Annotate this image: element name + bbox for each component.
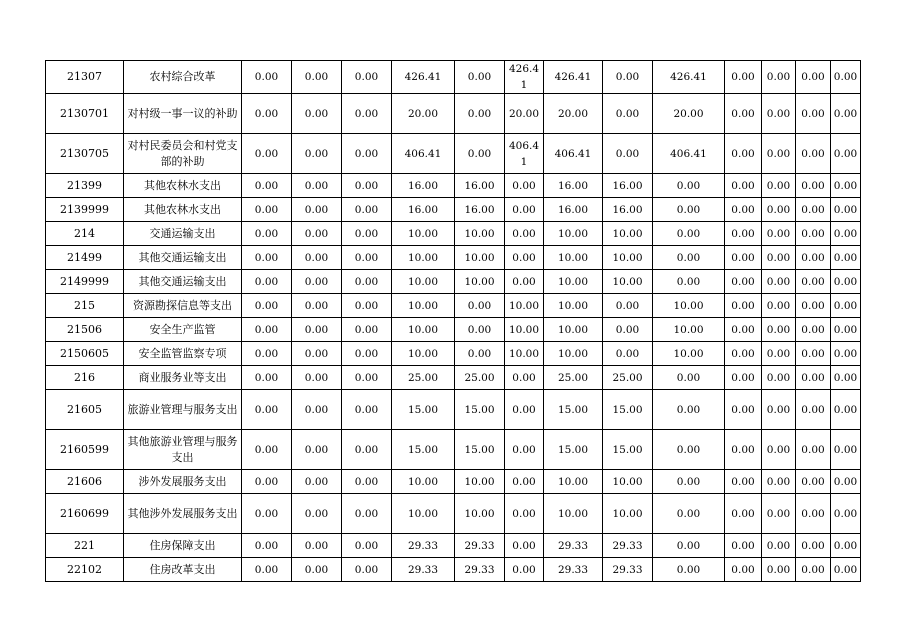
row-value-cell: 0.00 — [762, 61, 796, 94]
row-value-cell: 0.00 — [831, 246, 861, 270]
table-row — [46, 174, 861, 198]
row-value-cell: 0.00 — [242, 294, 292, 318]
row-value-cell: 0.00 — [455, 61, 505, 94]
row-value-cell: 15.00 — [455, 390, 505, 430]
table-row — [46, 246, 861, 270]
row-code-cell: 2130701 — [46, 94, 124, 134]
row-value-cell: 10.00 — [505, 294, 544, 318]
row-value-cell: 0.00 — [725, 342, 762, 366]
row-value-cell: 0.00 — [796, 94, 831, 134]
row-value-cell: 0.00 — [762, 134, 796, 174]
row-value-cell: 10.00 — [544, 342, 603, 366]
row-value-cell: 0.00 — [342, 294, 392, 318]
row-value-cell: 0.00 — [653, 270, 725, 294]
row-value-cell: 0.00 — [292, 390, 342, 430]
row-value-cell: 0.00 — [603, 61, 653, 94]
row-name-cell: 住房改革支出 — [124, 558, 242, 582]
row-value-cell: 0.00 — [292, 134, 342, 174]
row-value-cell: 0.00 — [796, 470, 831, 494]
row-value-cell: 15.00 — [544, 430, 603, 470]
row-value-cell: 10.00 — [392, 270, 455, 294]
row-code-cell: 221 — [46, 534, 124, 558]
row-value-cell: 0.00 — [242, 61, 292, 94]
row-value-cell: 0.00 — [653, 174, 725, 198]
row-name-cell: 其他旅游业管理与服务支出 — [124, 430, 242, 470]
row-value-cell: 0.00 — [505, 246, 544, 270]
row-value-cell: 0.00 — [242, 366, 292, 390]
row-code-cell: 2150605 — [46, 342, 124, 366]
row-value-cell: 0.00 — [796, 558, 831, 582]
row-value-cell: 0.00 — [831, 558, 861, 582]
row-value-cell: 0.00 — [796, 534, 831, 558]
row-value-cell: 0.00 — [762, 198, 796, 222]
table-row — [46, 390, 861, 430]
table-row — [46, 366, 861, 390]
row-value-cell: 0.00 — [292, 94, 342, 134]
row-value-cell: 0.00 — [796, 61, 831, 94]
row-value-cell: 0.00 — [505, 390, 544, 430]
table-row — [46, 494, 861, 534]
table-row — [46, 558, 861, 582]
row-value-cell: 0.00 — [505, 430, 544, 470]
row-value-cell: 0.00 — [725, 174, 762, 198]
row-value-cell: 29.33 — [455, 558, 505, 582]
row-name-cell: 交通运输支出 — [124, 222, 242, 246]
row-value-cell: 20.00 — [392, 94, 455, 134]
row-name-cell: 旅游业管理与服务支出 — [124, 390, 242, 430]
row-value-cell: 25.00 — [455, 366, 505, 390]
row-value-cell: 29.33 — [455, 534, 505, 558]
row-value-cell: 0.00 — [342, 134, 392, 174]
row-value-cell: 0.00 — [292, 222, 342, 246]
row-value-cell: 0.00 — [725, 318, 762, 342]
row-value-cell: 0.00 — [796, 342, 831, 366]
table-row — [46, 198, 861, 222]
table-row — [46, 430, 861, 470]
row-value-cell: 10.00 — [392, 494, 455, 534]
row-value-cell: 0.00 — [505, 534, 544, 558]
row-value-cell: 0.00 — [831, 494, 861, 534]
table-row — [46, 318, 861, 342]
row-value-cell: 16.00 — [455, 174, 505, 198]
row-value-cell: 0.00 — [292, 342, 342, 366]
row-name-cell: 其他农林水支出 — [124, 174, 242, 198]
row-value-cell: 0.00 — [242, 246, 292, 270]
row-code-cell: 214 — [46, 222, 124, 246]
row-code-cell: 21499 — [46, 246, 124, 270]
row-value-cell: 0.00 — [292, 494, 342, 534]
row-value-cell: 10.00 — [455, 222, 505, 246]
row-value-cell: 16.00 — [603, 174, 653, 198]
row-value-cell: 10.00 — [392, 222, 455, 246]
row-value-cell: 0.00 — [725, 294, 762, 318]
row-value-cell: 0.00 — [242, 270, 292, 294]
row-value-cell: 10.00 — [544, 246, 603, 270]
row-value-cell: 0.00 — [242, 134, 292, 174]
row-value-cell: 0.00 — [725, 222, 762, 246]
row-value-cell: 0.00 — [831, 174, 861, 198]
row-value-cell: 10.00 — [392, 470, 455, 494]
row-value-cell: 0.00 — [725, 61, 762, 94]
row-value-cell: 16.00 — [544, 174, 603, 198]
row-value-cell: 10.00 — [653, 294, 725, 318]
row-value-cell: 0.00 — [762, 390, 796, 430]
row-value-cell: 426.41 — [505, 61, 544, 94]
row-value-cell: 15.00 — [603, 390, 653, 430]
row-value-cell: 0.00 — [603, 294, 653, 318]
row-value-cell: 10.00 — [455, 470, 505, 494]
row-value-cell: 0.00 — [292, 318, 342, 342]
row-name-cell: 涉外发展服务支出 — [124, 470, 242, 494]
row-value-cell: 426.41 — [544, 61, 603, 94]
row-value-cell: 16.00 — [544, 198, 603, 222]
row-value-cell: 0.00 — [292, 174, 342, 198]
row-value-cell: 0.00 — [292, 270, 342, 294]
row-value-cell: 0.00 — [342, 61, 392, 94]
row-value-cell: 0.00 — [292, 61, 342, 94]
row-value-cell: 20.00 — [505, 94, 544, 134]
row-value-cell: 10.00 — [653, 342, 725, 366]
row-value-cell: 0.00 — [505, 494, 544, 534]
table-row — [46, 222, 861, 246]
table-row — [46, 94, 861, 134]
row-value-cell: 15.00 — [392, 390, 455, 430]
row-value-cell: 0.00 — [796, 222, 831, 246]
row-value-cell: 10.00 — [544, 318, 603, 342]
table-row — [46, 534, 861, 558]
table-row — [46, 134, 861, 174]
row-value-cell: 0.00 — [762, 94, 796, 134]
row-value-cell: 0.00 — [796, 430, 831, 470]
row-value-cell: 10.00 — [544, 494, 603, 534]
row-value-cell: 0.00 — [505, 174, 544, 198]
row-value-cell: 0.00 — [242, 430, 292, 470]
row-value-cell: 0.00 — [796, 198, 831, 222]
row-value-cell: 29.33 — [392, 558, 455, 582]
row-value-cell: 406.41 — [505, 134, 544, 174]
row-value-cell: 25.00 — [603, 366, 653, 390]
row-value-cell: 0.00 — [342, 494, 392, 534]
row-value-cell: 10.00 — [544, 222, 603, 246]
row-code-cell: 2149999 — [46, 270, 124, 294]
row-value-cell: 0.00 — [762, 558, 796, 582]
row-value-cell: 0.00 — [831, 198, 861, 222]
row-value-cell: 29.33 — [603, 534, 653, 558]
row-value-cell: 406.41 — [653, 134, 725, 174]
row-code-cell: 21399 — [46, 174, 124, 198]
row-value-cell: 0.00 — [725, 366, 762, 390]
row-value-cell: 0.00 — [242, 494, 292, 534]
row-value-cell: 0.00 — [292, 198, 342, 222]
row-code-cell: 215 — [46, 294, 124, 318]
row-value-cell: 0.00 — [505, 198, 544, 222]
row-value-cell: 0.00 — [342, 270, 392, 294]
row-value-cell: 10.00 — [603, 222, 653, 246]
row-value-cell: 0.00 — [242, 198, 292, 222]
row-value-cell: 0.00 — [342, 318, 392, 342]
row-value-cell: 15.00 — [392, 430, 455, 470]
row-value-cell: 0.00 — [242, 174, 292, 198]
row-value-cell: 10.00 — [603, 270, 653, 294]
row-value-cell: 10.00 — [544, 270, 603, 294]
row-value-cell: 0.00 — [653, 222, 725, 246]
row-name-cell: 其他交通运输支出 — [124, 246, 242, 270]
row-value-cell: 0.00 — [796, 494, 831, 534]
row-name-cell: 其他涉外发展服务支出 — [124, 494, 242, 534]
row-code-cell: 2139999 — [46, 198, 124, 222]
row-value-cell: 0.00 — [796, 318, 831, 342]
row-value-cell: 0.00 — [796, 134, 831, 174]
row-code-cell: 21307 — [46, 61, 124, 94]
row-value-cell: 0.00 — [653, 558, 725, 582]
row-value-cell: 0.00 — [653, 246, 725, 270]
row-value-cell: 0.00 — [762, 470, 796, 494]
row-name-cell: 对村民委员会和村党支部的补助 — [124, 134, 242, 174]
row-code-cell: 2160699 — [46, 494, 124, 534]
row-value-cell: 0.00 — [242, 318, 292, 342]
row-value-cell: 29.33 — [392, 534, 455, 558]
row-value-cell: 0.00 — [653, 494, 725, 534]
row-value-cell: 406.41 — [544, 134, 603, 174]
row-name-cell: 住房保障支出 — [124, 534, 242, 558]
row-value-cell: 0.00 — [342, 390, 392, 430]
row-value-cell: 0.00 — [653, 470, 725, 494]
row-value-cell: 0.00 — [603, 134, 653, 174]
row-value-cell: 0.00 — [242, 534, 292, 558]
row-value-cell: 10.00 — [455, 494, 505, 534]
row-value-cell: 16.00 — [603, 198, 653, 222]
row-value-cell: 25.00 — [392, 366, 455, 390]
row-value-cell: 0.00 — [342, 430, 392, 470]
row-value-cell: 10.00 — [603, 494, 653, 534]
row-value-cell: 0.00 — [725, 494, 762, 534]
row-value-cell: 0.00 — [831, 94, 861, 134]
row-value-cell: 0.00 — [831, 134, 861, 174]
row-value-cell: 15.00 — [455, 430, 505, 470]
row-value-cell: 0.00 — [831, 534, 861, 558]
row-value-cell: 0.00 — [292, 430, 342, 470]
row-code-cell: 21606 — [46, 470, 124, 494]
row-name-cell: 其他农林水支出 — [124, 198, 242, 222]
row-value-cell: 0.00 — [242, 222, 292, 246]
row-value-cell: 15.00 — [544, 390, 603, 430]
row-value-cell: 10.00 — [455, 270, 505, 294]
row-value-cell: 0.00 — [725, 470, 762, 494]
row-value-cell: 10.00 — [603, 470, 653, 494]
row-value-cell: 0.00 — [831, 270, 861, 294]
row-value-cell: 426.41 — [653, 61, 725, 94]
row-value-cell: 20.00 — [544, 94, 603, 134]
row-value-cell: 0.00 — [725, 390, 762, 430]
row-value-cell: 0.00 — [725, 246, 762, 270]
row-value-cell: 0.00 — [342, 222, 392, 246]
row-value-cell: 0.00 — [505, 366, 544, 390]
row-value-cell: 426.41 — [392, 61, 455, 94]
row-value-cell: 0.00 — [762, 366, 796, 390]
row-value-cell: 0.00 — [342, 198, 392, 222]
row-value-cell: 10.00 — [455, 246, 505, 270]
row-code-cell: 216 — [46, 366, 124, 390]
row-value-cell: 0.00 — [796, 294, 831, 318]
row-name-cell: 对村级一事一议的补助 — [124, 94, 242, 134]
row-value-cell: 0.00 — [831, 222, 861, 246]
row-value-cell: 10.00 — [544, 470, 603, 494]
row-value-cell: 16.00 — [392, 174, 455, 198]
row-name-cell: 安全监管监察专项 — [124, 342, 242, 366]
row-value-cell: 0.00 — [292, 534, 342, 558]
row-value-cell: 25.00 — [544, 366, 603, 390]
row-value-cell: 0.00 — [831, 366, 861, 390]
row-value-cell: 0.00 — [242, 470, 292, 494]
row-value-cell: 0.00 — [242, 390, 292, 430]
row-value-cell: 0.00 — [653, 390, 725, 430]
row-value-cell: 0.00 — [653, 366, 725, 390]
row-value-cell: 0.00 — [725, 134, 762, 174]
row-value-cell: 406.41 — [392, 134, 455, 174]
row-value-cell: 0.00 — [342, 342, 392, 366]
row-value-cell: 0.00 — [762, 318, 796, 342]
row-value-cell: 10.00 — [392, 246, 455, 270]
row-value-cell: 0.00 — [796, 366, 831, 390]
row-value-cell: 0.00 — [505, 222, 544, 246]
row-code-cell: 22102 — [46, 558, 124, 582]
row-value-cell: 0.00 — [292, 246, 342, 270]
row-value-cell: 0.00 — [292, 558, 342, 582]
row-value-cell: 29.33 — [544, 558, 603, 582]
row-value-cell: 0.00 — [762, 342, 796, 366]
row-value-cell: 0.00 — [831, 390, 861, 430]
row-name-cell: 商业服务业等支出 — [124, 366, 242, 390]
row-value-cell: 16.00 — [392, 198, 455, 222]
row-value-cell: 0.00 — [342, 246, 392, 270]
row-value-cell: 0.00 — [505, 558, 544, 582]
row-value-cell: 0.00 — [342, 470, 392, 494]
row-value-cell: 0.00 — [762, 222, 796, 246]
row-value-cell: 0.00 — [831, 61, 861, 94]
row-value-cell: 0.00 — [831, 294, 861, 318]
table-row — [46, 61, 861, 94]
row-value-cell: 0.00 — [342, 534, 392, 558]
row-value-cell: 0.00 — [725, 430, 762, 470]
row-code-cell: 21506 — [46, 318, 124, 342]
row-value-cell: 0.00 — [292, 470, 342, 494]
row-code-cell: 21605 — [46, 390, 124, 430]
row-value-cell: 16.00 — [455, 198, 505, 222]
row-value-cell: 0.00 — [762, 174, 796, 198]
row-value-cell: 0.00 — [455, 342, 505, 366]
row-value-cell: 0.00 — [292, 366, 342, 390]
row-value-cell: 0.00 — [455, 318, 505, 342]
row-value-cell: 10.00 — [544, 294, 603, 318]
row-value-cell: 10.00 — [392, 294, 455, 318]
row-value-cell: 15.00 — [603, 430, 653, 470]
row-value-cell: 0.00 — [831, 318, 861, 342]
row-name-cell: 其他交通运输支出 — [124, 270, 242, 294]
row-value-cell: 0.00 — [242, 558, 292, 582]
row-value-cell: 0.00 — [342, 94, 392, 134]
row-value-cell: 0.00 — [762, 246, 796, 270]
row-value-cell: 0.00 — [725, 198, 762, 222]
row-value-cell: 0.00 — [242, 94, 292, 134]
row-value-cell: 0.00 — [653, 430, 725, 470]
row-value-cell: 0.00 — [603, 94, 653, 134]
row-name-cell: 资源勘探信息等支出 — [124, 294, 242, 318]
row-value-cell: 0.00 — [762, 270, 796, 294]
row-value-cell: 29.33 — [603, 558, 653, 582]
row-value-cell: 0.00 — [455, 94, 505, 134]
row-value-cell: 0.00 — [455, 294, 505, 318]
table-body — [46, 61, 861, 582]
row-value-cell: 0.00 — [831, 430, 861, 470]
row-value-cell: 0.00 — [342, 174, 392, 198]
row-code-cell: 2160599 — [46, 430, 124, 470]
row-value-cell: 0.00 — [796, 390, 831, 430]
row-name-cell: 安全生产监管 — [124, 318, 242, 342]
row-value-cell: 10.00 — [505, 342, 544, 366]
table-row — [46, 270, 861, 294]
row-value-cell: 29.33 — [544, 534, 603, 558]
row-value-cell: 0.00 — [796, 174, 831, 198]
row-value-cell: 0.00 — [342, 366, 392, 390]
row-value-cell: 0.00 — [342, 558, 392, 582]
row-value-cell: 10.00 — [392, 318, 455, 342]
row-value-cell: 0.00 — [455, 134, 505, 174]
row-value-cell: 0.00 — [725, 270, 762, 294]
table-row — [46, 470, 861, 494]
row-value-cell: 0.00 — [505, 270, 544, 294]
row-value-cell: 0.00 — [725, 558, 762, 582]
row-value-cell: 0.00 — [505, 470, 544, 494]
row-value-cell: 10.00 — [653, 318, 725, 342]
row-value-cell: 10.00 — [392, 342, 455, 366]
row-value-cell: 10.00 — [505, 318, 544, 342]
row-name-cell: 农村综合改革 — [124, 61, 242, 94]
budget-table — [45, 60, 861, 582]
table-row — [46, 342, 861, 366]
row-value-cell: 20.00 — [653, 94, 725, 134]
row-value-cell: 0.00 — [796, 270, 831, 294]
row-code-cell: 2130705 — [46, 134, 124, 174]
table-row — [46, 294, 861, 318]
row-value-cell: 0.00 — [603, 342, 653, 366]
row-value-cell: 0.00 — [603, 318, 653, 342]
row-value-cell: 0.00 — [762, 430, 796, 470]
row-value-cell: 0.00 — [831, 342, 861, 366]
row-value-cell: 0.00 — [725, 94, 762, 134]
row-value-cell: 0.00 — [653, 198, 725, 222]
row-value-cell: 0.00 — [242, 342, 292, 366]
row-value-cell: 0.00 — [292, 294, 342, 318]
row-value-cell: 10.00 — [603, 246, 653, 270]
row-value-cell: 0.00 — [762, 494, 796, 534]
row-value-cell: 0.00 — [653, 534, 725, 558]
row-value-cell: 0.00 — [796, 246, 831, 270]
row-value-cell: 0.00 — [831, 470, 861, 494]
row-value-cell: 0.00 — [725, 534, 762, 558]
row-value-cell: 0.00 — [762, 294, 796, 318]
row-value-cell: 0.00 — [762, 534, 796, 558]
